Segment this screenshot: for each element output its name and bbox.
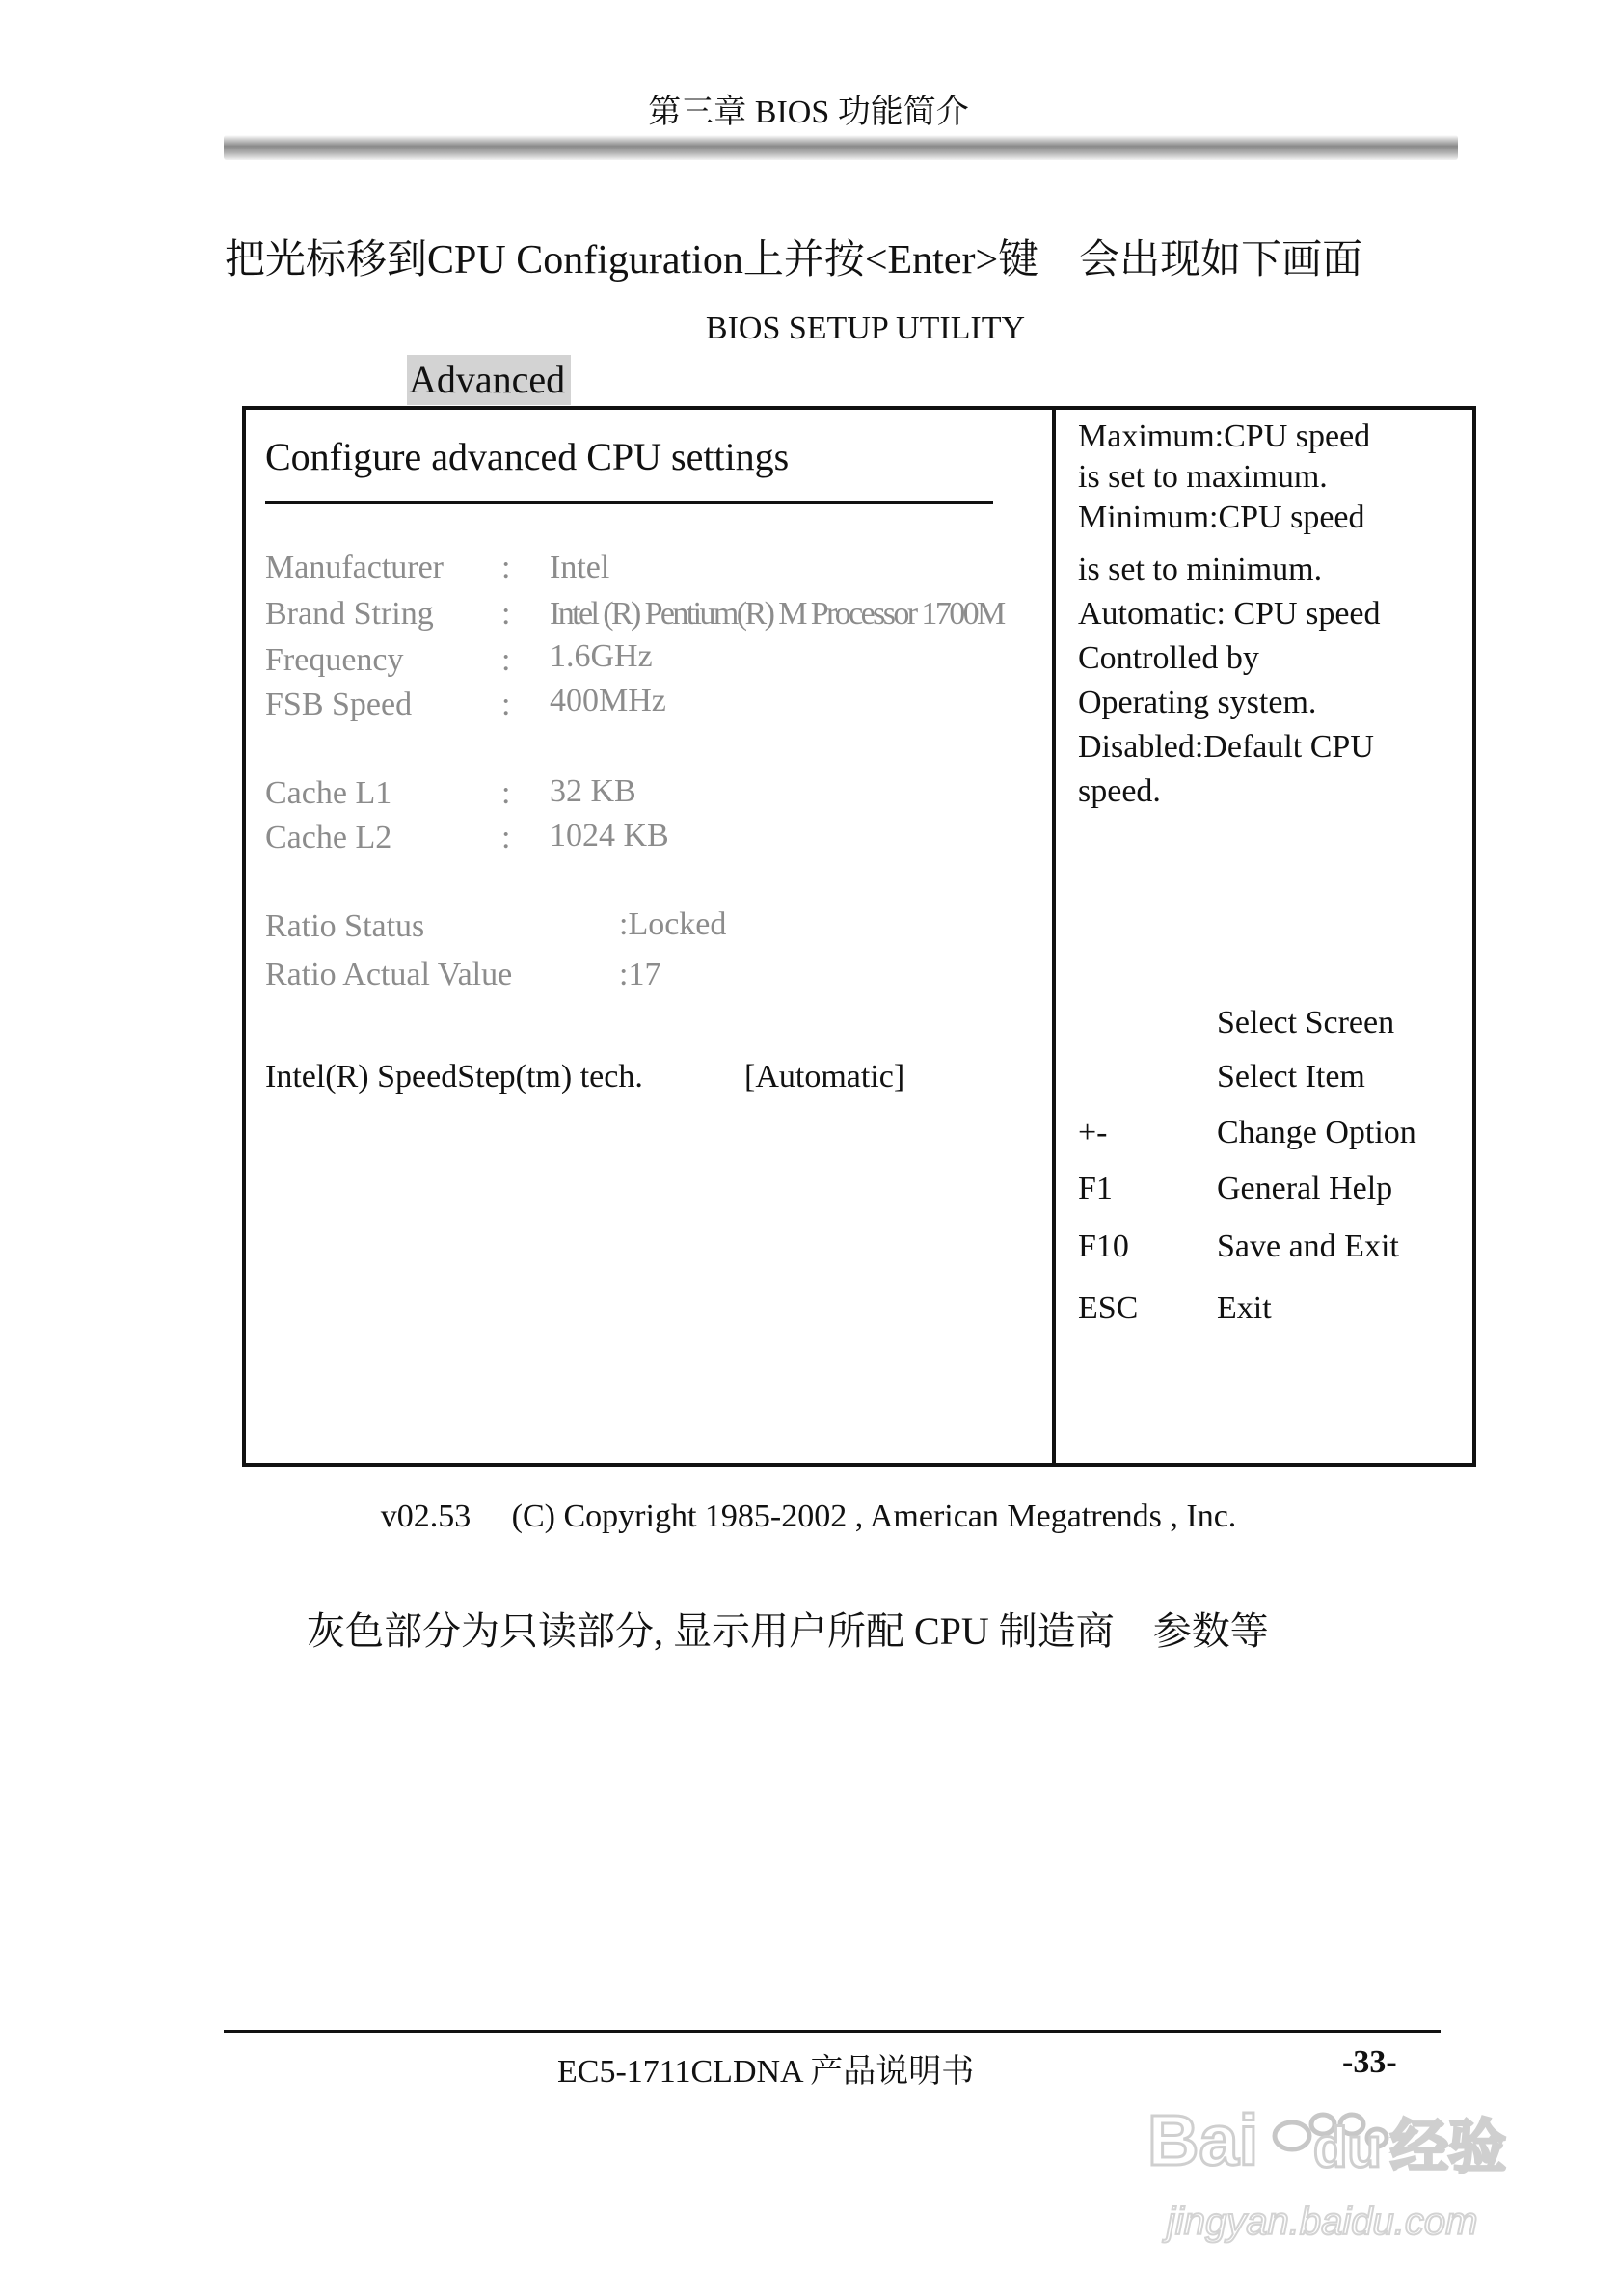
- cache-l2-value: 1024 KB: [550, 818, 669, 853]
- bios-title: BIOS SETUP UTILITY: [705, 311, 1026, 346]
- brand-string-sep: :: [501, 596, 511, 632]
- svg-text:Bai: Bai: [1147, 2100, 1259, 2180]
- key-f10: F10: [1078, 1229, 1129, 1264]
- help-line: speed.: [1078, 773, 1161, 809]
- key-plus-minus: +-: [1078, 1115, 1108, 1150]
- section-rule: [265, 501, 993, 504]
- ratio-actual-label: Ratio Actual Value: [265, 957, 513, 992]
- speedstep-option-label[interactable]: Intel(R) SpeedStep(tm) tech.: [265, 1059, 643, 1094]
- help-line: Operating system.: [1078, 685, 1317, 720]
- key-f1: F1: [1078, 1171, 1113, 1206]
- manufacturer-label: Manufacturer: [265, 550, 445, 585]
- help-line: Automatic: CPU speed: [1078, 596, 1381, 632]
- cache-l2-sep: :: [501, 820, 511, 855]
- manufacturer-value: Intel: [550, 550, 610, 585]
- fsb-speed-value: 400MHz: [550, 683, 666, 718]
- brand-string-value: Intel (R) Pentium(R) M Processor 1700M: [550, 596, 1004, 632]
- frequency-sep: :: [501, 642, 511, 678]
- help-line: is set to minimum.: [1078, 552, 1323, 587]
- action-select-item: Select Item: [1217, 1059, 1365, 1094]
- ratio-status-value: :Locked: [619, 906, 727, 942]
- help-line: Maximum:CPU speed: [1078, 419, 1371, 454]
- action-change-option: Change Option: [1217, 1115, 1416, 1150]
- action-general-help: General Help: [1217, 1171, 1393, 1206]
- copyright-line: v02.53 (C) Copyright 1985-2002 , American Megatrends , Inc.: [380, 1499, 1237, 1534]
- svg-text:经验: 经验: [1390, 2114, 1506, 2181]
- svg-text:jingyan.baidu.com: jingyan.baidu.com: [1167, 2201, 1478, 2243]
- cache-l1-value: 32 KB: [550, 773, 636, 809]
- key-esc: ESC: [1078, 1290, 1139, 1326]
- ratio-status-label: Ratio Status: [265, 908, 425, 944]
- tab-advanced[interactable]: Advanced: [407, 355, 571, 405]
- cache-l1-sep: :: [501, 775, 511, 811]
- page-number: -33-: [1342, 2044, 1397, 2080]
- fsb-speed-sep: :: [501, 687, 511, 722]
- fsb-speed-label: FSB Speed: [265, 687, 413, 722]
- header-rule: [224, 135, 1458, 160]
- footer-rule: [224, 2030, 1441, 2033]
- action-save-exit: Save and Exit: [1217, 1229, 1399, 1264]
- ratio-actual-value: :17: [619, 957, 661, 992]
- help-line: Minimum:CPU speed: [1078, 500, 1365, 535]
- action-select-screen: Select Screen: [1217, 1005, 1395, 1040]
- cache-l2-label: Cache L2: [265, 820, 392, 855]
- help-line: Disabled:Default CPU: [1078, 729, 1374, 765]
- section-heading: Configure advanced CPU settings: [265, 435, 790, 478]
- footer-product: EC5-1711CLDNA 产品说明书: [557, 2054, 975, 2090]
- note-text: 灰色部分为只读部分, 显示用户所配 CPU 制造商 参数等: [307, 1609, 1269, 1653]
- brand-string-label: Brand String: [265, 596, 434, 632]
- action-exit: Exit: [1217, 1290, 1272, 1326]
- speedstep-option-value[interactable]: [Automatic]: [744, 1059, 905, 1094]
- frequency-value: 1.6GHz: [550, 638, 653, 674]
- manufacturer-sep: :: [501, 550, 511, 585]
- cache-l1-label: Cache L1: [265, 775, 392, 811]
- panel-divider: [1052, 406, 1056, 1467]
- frequency-label: Frequency: [265, 642, 404, 678]
- baidu-jingyan-watermark-logo: [1147, 2088, 1533, 2271]
- intro-text: 把光标移到CPU Configuration上并按<Enter>键 会出现如下画面: [225, 238, 1363, 283]
- svg-text:du: du: [1313, 2117, 1382, 2179]
- chapter-title: 第三章 BIOS 功能简介: [648, 95, 969, 130]
- help-line: is set to maximum.: [1078, 459, 1328, 495]
- help-line: Controlled by: [1078, 640, 1259, 676]
